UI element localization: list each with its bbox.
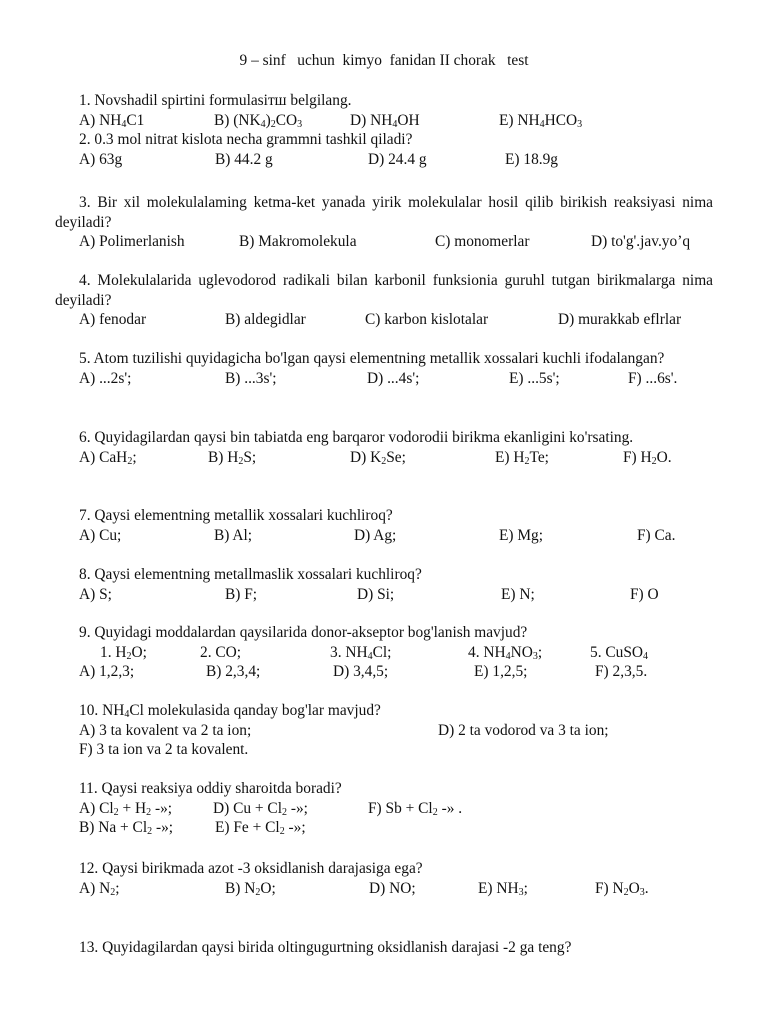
- option-e: E) $NH_4HCO_3$: [499, 111, 583, 130]
- option-b: B) $H_2S$;: [208, 448, 257, 467]
- option-a: A) $N_2$;: [79, 879, 120, 898]
- option-a: A) ...2s';: [79, 369, 132, 387]
- choice-4: 4. $NH_4NO_3$;: [468, 643, 543, 662]
- question-1: [55, 91, 713, 169]
- option-a: A) CaH$_2$;: [79, 448, 137, 467]
- option-e: E) 18.9g: [505, 150, 559, 168]
- question-8: [55, 565, 713, 604]
- option-b: B) 2,3,4;: [206, 663, 261, 681]
- option-a: A) Polimerlanish: [79, 233, 185, 251]
- option-a: A) S;: [79, 585, 112, 603]
- option-d: D) $Cu + Cl_2$ -»;: [213, 799, 308, 818]
- option-c: C) karbon kislotalar: [365, 311, 489, 329]
- question-text: 11. Qaysi reaksiya oddiy sharoitda boradi?: [79, 780, 342, 797]
- option-b: B) aldegidlar: [225, 311, 306, 329]
- option-e: E) $Fe + Cl_2$ -»;: [215, 819, 306, 838]
- option-b: B) $(NK_4)_2CO_3$: [214, 111, 303, 130]
- option-a: A) 63g: [79, 150, 123, 168]
- question-text: 5. Atom tuzilishi quyidagicha bo'lgan qaysi elementning metallik xossalari kuchli ifodalangan?: [79, 350, 665, 367]
- question-text: 9. Quyidagi moddalardan qaysilarida donor-akseptor bog'lanish mavjud?: [79, 624, 528, 641]
- option-d: D) ...4s';: [367, 369, 420, 387]
- question-4: [55, 271, 713, 330]
- option-e: E) 1,2,5;: [474, 663, 528, 681]
- question-text: 1. Novshadil spirtini formulasiтш belgilang.: [79, 92, 352, 109]
- question-text: 4. Molekulalarida uglevodorod radikali bilan karbonil funksionia guruhl tutgan birikmalarga nima deyiladi?: [55, 272, 713, 309]
- question-3: [55, 193, 713, 252]
- option-b: B) Al;: [214, 526, 253, 544]
- option-e: E) Mg;: [499, 526, 544, 544]
- option-d: D) murakkab eflrlar: [558, 311, 682, 329]
- question-text: 2. 0.3 mol nitrat kislota necha grammni tashkil qiladi?: [79, 131, 413, 149]
- option-e: E) $NH_3$;: [478, 879, 528, 898]
- question-text: 6. Quyidagilardan qaysi bin tabiatda eng barqaror vodorodii birikma ekanligini ko'rsating.: [79, 429, 634, 446]
- option-f: F) O: [630, 585, 659, 603]
- option-a: A) $Cl_2 + H_2$ -»;: [79, 799, 173, 818]
- option-e: E) N;: [501, 585, 535, 603]
- option-d: D) 2 ta vodorod va 3 ta ion;: [438, 721, 609, 739]
- question-text: 12. Qaysi birikmada azot -3 oksidlanish darajasiga ega?: [79, 860, 423, 877]
- option-d: D) Si;: [357, 585, 395, 603]
- option-f: F) 3 ta ion va 2 ta kovalent.: [79, 741, 249, 759]
- option-d: D) NO;: [369, 879, 416, 897]
- question-text: 8. Qaysi elementning metallmaslik xossalari kuchliroq?: [79, 566, 422, 583]
- choice-3: 3. $NH_4Cl$;: [330, 643, 392, 662]
- option-d: D) 24.4 g: [368, 150, 427, 168]
- option-b: B) ...3s';: [225, 369, 277, 387]
- option-d: D) 3,4,5;: [333, 663, 389, 681]
- option-f: F) $H_2O$.: [623, 448, 672, 467]
- choice-1: 1. $H_2O$;: [100, 643, 147, 662]
- option-d: D) Ag;: [354, 526, 397, 544]
- option-b: B) 44.2 g: [215, 150, 273, 168]
- option-a: A) fenodar: [79, 311, 147, 329]
- question-6: [55, 428, 713, 467]
- page-title: 9 – sinf uchun kimyo fanidan II chorak test: [239, 52, 529, 69]
- question-12: [55, 859, 713, 898]
- question-11: [55, 779, 713, 838]
- option-f: F) 2,3,5.: [595, 663, 648, 681]
- option-f: F) ...6s'.: [628, 369, 678, 387]
- question-text: 10. $NH_4Cl$ molekulasida qanday bog'lar mavjud?: [79, 702, 381, 720]
- option-a: A) 3 ta kovalent va 2 ta ion;: [79, 721, 252, 739]
- option-b: B) $N_2O$;: [225, 879, 276, 898]
- option-d: D) $NH_4OH$: [350, 111, 420, 130]
- question-5: [55, 349, 713, 388]
- option-a: A) $NH_4C1$: [79, 111, 145, 130]
- option-f: F) Ca.: [637, 526, 676, 544]
- question-9: [55, 623, 713, 682]
- question-10: [55, 701, 713, 760]
- choice-5: 5. CuSO$_4$: [590, 643, 649, 662]
- option-b: B) $Na + Cl_2$ -»;: [79, 819, 174, 838]
- choice-2: 2. CO;: [200, 643, 242, 661]
- option-e: E) ...5s';: [509, 369, 560, 387]
- option-d: D) $K_2Se$;: [350, 448, 406, 467]
- question-7: [55, 506, 713, 545]
- option-b: B) F;: [225, 585, 258, 603]
- option-d: D) to'g'.jav.yo’q: [591, 233, 691, 251]
- question-text: 13. Quyidagilardan qaysi birida oltingugurtning oksidlanish darajasi -2 ga teng?: [79, 939, 572, 956]
- option-a: A) Cu;: [79, 526, 122, 544]
- option-b: B) Makromolekula: [239, 233, 357, 251]
- option-f: F) $N_2O_3$.: [595, 879, 649, 898]
- option-a: A) 1,2,3;: [79, 663, 135, 681]
- option-e: E) $H_2Te$;: [495, 448, 549, 467]
- option-f: F) $Sb + Cl_2$ -» .: [368, 799, 463, 818]
- question-text: 3. Bir xil molekulalaming ketma-ket yanada yirik molekulalar hosil qilib birikish reaksiyasi nima deyiladi?: [55, 194, 713, 231]
- question-text: 7. Qaysi elementning metallik xossalari kuchliroq?: [79, 507, 393, 524]
- question-13: [55, 938, 713, 958]
- option-c: C) monomerlar: [435, 233, 530, 251]
